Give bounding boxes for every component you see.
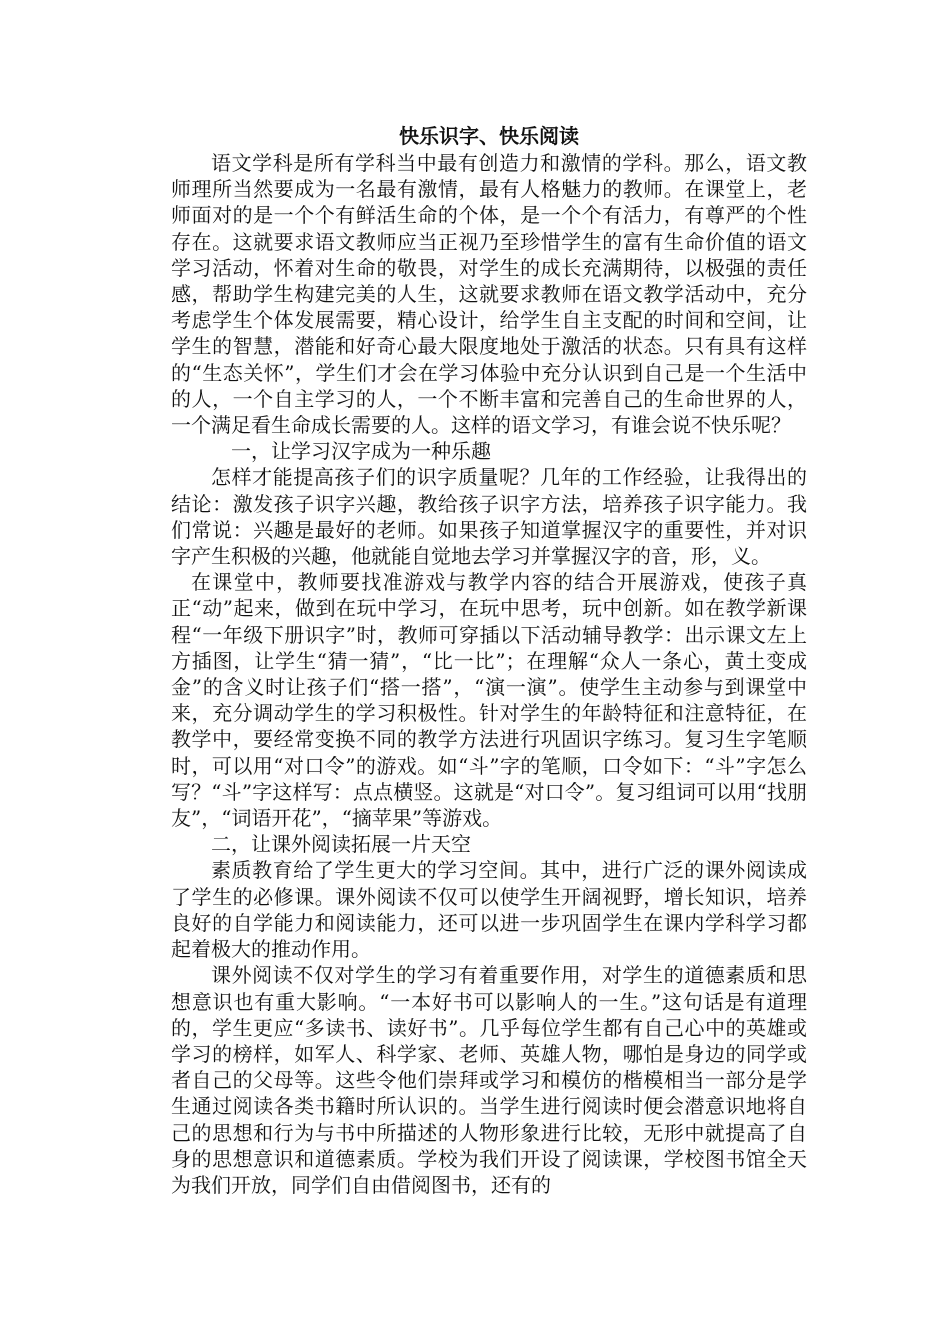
document-page — [171, 122, 807, 1198]
section-2-heading: 二，让课外阅读拓展一片天空 — [211, 832, 471, 857]
section-1-heading: 一，让学习汉字成为一种乐趣 — [231, 439, 491, 464]
section-2-paragraph-1: 素质教育给了学生更大的学习空间。其中，进行广泛的课外阅读成了学生的必修课。课外阅读不仅可以使学生开阔视野，增长知识，培养良好的自学能力和阅读能力，还可以进一步巩固学生在课内学科学习都起着极大的推动作用。 — [171, 858, 807, 962]
section-1-paragraph-2: 在课堂中，教师要找准游戏与教学内容的结合开展游戏，使孩子真正“动”起来，做到在玩中学习，在玩中思考，玩中创新。如在教学新课程“一年级下册识字”时，教师可穿插以下活动辅导教学：出示课文左上方插图，让学生“猜一猜”，“比一比”；在理解“众人一条心，黄土变成金”的含义时让孩子们“搭一搭”，“演一演”。使学生主动参与到课堂中来，充分调动学生的学习积极性。针对学生的年龄特征和注意特征，在教学中，要经常变换不同的教学方法进行巩固识字练习。复习生字笔顺时，可以用“对口令”的游戏。如“斗”字的笔顺，口令如下：“斗”字怎么写？“斗”字这样写：点点横竖。这就是“对口令”。复习组词可以用“找朋友”，“词语开花”，“摘苹果”等游戏。 — [171, 570, 807, 831]
section-1-paragraph-1: 怎样才能提高孩子们的识字质量呢？几年的工作经验，让我得出的结论：激发孩子识字兴趣，教给孩子识字方法，培养孩子识字能力。我们常说：兴趣是最好的老师。如果孩子知道掌握汉字的重要性，并对识字产生积极的兴趣，他就能自觉地去学习并掌握汉字的音，形，义。 — [171, 465, 807, 569]
section-2-paragraph-2: 课外阅读不仅对学生的学习有着重要作用，对学生的道德素质和思想意识也有重大影响。“一本好书可以影响人的一生。”这句话是有道理的，学生更应“多读书、读好书”。几乎每位学生都有自己心中的英雄或学习的榜样，如军人、科学家、老师、英雄人物，哪怕是身边的同学或者自己的父母等。这些令他们崇拜或学习和模仿的楷模相当一部分是学生通过阅读各类书籍时所认识的。当学生进行阅读时便会潜意识地将自己的思想和行为与书中所描述的人物形象进行比较，无形中就提高了自身的思想意识和道德素质。学校为我们开设了阅读课，学校图书馆全天为我们开放，同学们自由借阅图书，还有的 — [171, 963, 807, 1197]
document-title: 快乐识字、快乐阅读 — [399, 124, 579, 148]
intro-paragraph: 语文学科是所有学科当中最有创造力和激情的学科。那么，语文教师理所当然要成为一名最有激情，最有人格魅力的教师。在课堂上，老师面对的是一个个有鲜活生命的个体，是一个个有活力，有尊严的个性存在。这就要求语文教师应当正视乃至珍惜学生的富有生命价值的语文学习活动，怀着对生命的敬畏，对学生的成长充满期待，以极强的责任感，帮助学生构建完美的人生，这就要求教师在语文教学活动中，充分考虑学生个体发展需要，精心设计，给学生自主支配的时间和空间，让学生的智慧，潜能和好奇心最大限度地处于激活的状态。只有具有这样的“生态关怀”，学生们才会在学习体验中充分认识到自己是一个生活中的人，一个自主学习的人，一个不断丰富和完善自己的生命世界的人，一个满足看生命成长需要的人。这样的语文学习，有谁会说不快乐呢？ — [171, 151, 807, 438]
